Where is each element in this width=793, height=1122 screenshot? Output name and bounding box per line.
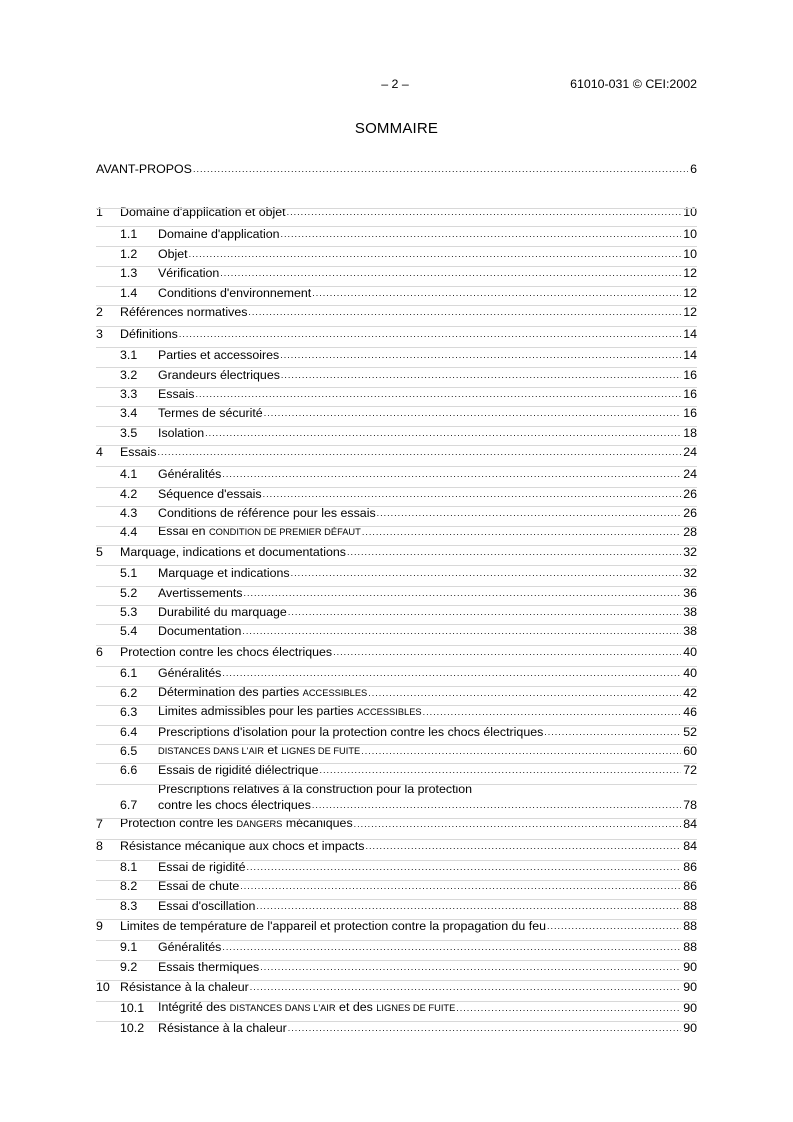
toc-entry-number: 8.2 xyxy=(120,879,138,893)
toc-entry[interactable] xyxy=(120,796,697,812)
toc-entry-page: 88 xyxy=(683,940,697,954)
toc-leader-dots xyxy=(333,645,681,657)
toc-entry-number: 4.3 xyxy=(120,506,138,520)
toc-entry-page: 38 xyxy=(683,605,697,619)
toc-entry-number: 9.1 xyxy=(120,940,138,954)
row-divider xyxy=(96,545,697,546)
row-divider xyxy=(96,725,697,726)
toc-leader-dots xyxy=(256,899,681,911)
toc-leader-dots xyxy=(319,763,681,775)
row-divider xyxy=(96,744,697,745)
toc-entry-title: Résistance à la chaleur xyxy=(158,1021,287,1035)
toc-leader-dots xyxy=(243,586,681,598)
toc-leader-dots xyxy=(423,705,682,717)
toc-entry-number: 1.1 xyxy=(120,227,138,241)
page-number: – 2 – xyxy=(381,77,409,91)
toc-leader-dots xyxy=(281,227,682,239)
toc-leader-dots xyxy=(193,162,688,174)
toc-leader-dots xyxy=(263,487,682,499)
toc-leader-dots xyxy=(288,605,681,617)
toc-entry-number: 2 xyxy=(96,305,103,319)
toc-entry-title: Isolation xyxy=(158,426,205,440)
toc-entry-page: 88 xyxy=(683,919,697,933)
toc-entry-page: 78 xyxy=(683,798,697,812)
toc-entry-number: 1 xyxy=(96,205,103,219)
row-divider xyxy=(96,466,697,467)
toc-entry-number: 1.2 xyxy=(120,247,138,261)
toc-entry-page: 32 xyxy=(683,566,697,580)
toc-entry-title: Essai de chute xyxy=(158,879,240,893)
row-divider xyxy=(96,860,697,861)
toc-entry[interactable] xyxy=(120,225,697,241)
row-divider xyxy=(96,367,697,368)
toc-entry-title: Détermination des parties ACCESSIBLES xyxy=(158,685,368,699)
row-divider xyxy=(96,1021,697,1022)
toc-entry-page: 88 xyxy=(683,899,697,913)
defined-term: ACCESSIBLES xyxy=(302,688,368,698)
toc-entry-title: Essais thermiques xyxy=(158,960,260,974)
toc-entry-title: Limites de température de l'appareil et protection contre la propagation du feu xyxy=(120,919,546,933)
toc-entry-page: 90 xyxy=(683,980,697,994)
row-divider xyxy=(96,784,697,785)
toc-entry-title: Conditions d'environnement xyxy=(158,286,312,300)
toc-entry-number: 6.2 xyxy=(120,686,138,700)
row-divider xyxy=(96,960,697,961)
toc-entry-number: 10.1 xyxy=(120,1001,145,1015)
toc-entry-number: 5.4 xyxy=(120,624,138,638)
row-divider xyxy=(96,406,697,407)
toc-entry-page: 90 xyxy=(683,1021,697,1035)
toc-entry-title: Essai d'oscillation xyxy=(158,899,256,913)
toc-leader-dots xyxy=(366,839,682,851)
toc-entry-number: 8 xyxy=(96,839,103,853)
toc-leader-dots xyxy=(264,406,682,418)
toc-entry-page: 16 xyxy=(683,368,697,382)
row-divider xyxy=(96,605,697,606)
toc-entry-page: 38 xyxy=(683,624,697,638)
toc-entry-title: Termes de sécurité xyxy=(158,406,263,420)
toc-entry-number: 10 xyxy=(96,980,110,994)
toc-entry-number: 6.4 xyxy=(120,725,138,739)
toc-entry-title: Domaine d'application et objet xyxy=(120,205,286,219)
toc-entry-page: 32 xyxy=(683,545,697,559)
toc-entry-page: 84 xyxy=(683,839,697,853)
toc-entry-title: Conditions de référence pour les essais xyxy=(158,506,376,520)
toc-leader-dots xyxy=(312,286,681,298)
toc-entry-page: 26 xyxy=(683,487,697,501)
toc-entry-title: contre les chocs électriques xyxy=(158,798,311,812)
toc-entry-title: Marquage et indications xyxy=(158,566,290,580)
toc-leader-dots xyxy=(544,725,681,737)
toc-entry-number: 8.3 xyxy=(120,899,138,913)
toc-entry-title: Intégrité des DISTANCES DANS L'AIR et des LIGNES DE FUITE xyxy=(158,1000,456,1014)
toc-entry-number: 6.5 xyxy=(120,744,138,758)
document-reference: 61010-031 © CEI:2002 xyxy=(570,77,697,91)
row-divider xyxy=(96,506,697,507)
row-divider xyxy=(96,246,697,247)
row-divider xyxy=(96,899,697,900)
row-divider xyxy=(96,347,697,348)
toc-entry-number: 6.6 xyxy=(120,763,138,777)
toc-entry-title: Séquence d'essais xyxy=(158,487,262,501)
toc-entry-title: Marquage, indications et documentations xyxy=(120,545,346,559)
toc-leader-dots xyxy=(242,624,681,636)
row-divider xyxy=(96,445,697,446)
toc-entry-page: 26 xyxy=(683,506,697,520)
toc-entry-title-line1: Prescriptions relatives à la construction pour la protection xyxy=(158,782,473,796)
toc-entry[interactable] xyxy=(96,160,697,176)
toc-entry-page: 24 xyxy=(683,445,697,459)
row-divider xyxy=(96,919,697,920)
toc-entry-number: 6.7 xyxy=(120,798,138,812)
row-divider xyxy=(96,645,697,646)
toc-entry-title: Limites admissibles pour les parties ACCESSIBLES xyxy=(158,704,422,718)
toc-entry[interactable] xyxy=(120,366,697,382)
toc-entry-page: 46 xyxy=(683,705,697,719)
row-divider xyxy=(96,763,697,764)
row-divider xyxy=(96,226,697,227)
toc-entry-number: 9.2 xyxy=(120,960,138,974)
row-divider xyxy=(96,586,697,587)
row-divider xyxy=(96,666,697,667)
toc-entry-title: Généralités xyxy=(158,467,222,481)
toc-entry-title: Prescriptions d'isolation pour la protection contre les chocs électriques xyxy=(158,725,544,739)
toc-entry-number: 1.3 xyxy=(120,266,138,280)
toc-leader-dots xyxy=(347,545,681,557)
row-divider xyxy=(96,705,697,706)
toc-entry-title: Généralités xyxy=(158,666,222,680)
toc-entry-number: 3.5 xyxy=(120,426,138,440)
toc-entry-title: DISTANCES DANS L'AIR et LIGNES DE FUITE xyxy=(158,743,361,757)
defined-term: DISTANCES DANS L'AIR xyxy=(158,746,264,756)
row-divider xyxy=(96,526,697,527)
toc-leader-dots xyxy=(189,247,682,259)
toc-leader-dots xyxy=(158,445,682,457)
toc-entry-page: 40 xyxy=(683,645,697,659)
toc-entry-number: 3.1 xyxy=(120,348,138,362)
toc-entry-number: 3.3 xyxy=(120,387,138,401)
toc-leader-dots xyxy=(312,798,681,810)
toc-entry[interactable] xyxy=(120,564,697,580)
toc-entry-number: 5.2 xyxy=(120,586,138,600)
toc-entry-title: Objet xyxy=(158,247,188,261)
toc-entry-title: Essais xyxy=(120,445,157,459)
toc-leader-dots xyxy=(196,387,682,399)
row-divider xyxy=(96,839,697,840)
toc-entry-title: Résistance mécanique aux chocs et impacts xyxy=(120,839,365,853)
toc-entry-title: Protection contre les chocs électriques xyxy=(120,645,333,659)
toc-leader-dots xyxy=(368,686,681,698)
toc-entry-number: 3.2 xyxy=(120,368,138,382)
toc-entry-title: Définitions xyxy=(120,327,178,341)
toc-entry-title: Essai en CONDITION DE PREMIER DÉFAUT xyxy=(158,524,361,538)
toc-leader-dots xyxy=(222,666,681,678)
toc-entry-page: 16 xyxy=(683,387,697,401)
toc-entry-page: 86 xyxy=(683,879,697,893)
toc-entry-page: 24 xyxy=(683,467,697,481)
toc-entry-number: 9 xyxy=(96,919,103,933)
toc-entry-page: 12 xyxy=(683,286,697,300)
row-divider xyxy=(96,880,697,881)
toc-entry-title: Documentation xyxy=(158,624,242,638)
toc-entry-number: 6.3 xyxy=(120,705,138,719)
toc-leader-dots xyxy=(220,266,681,278)
toc-entry-page: 10 xyxy=(683,227,697,241)
toc-entry-page: 90 xyxy=(683,960,697,974)
toc-entry-number: 7 xyxy=(96,817,103,831)
toc-entry-page: 36 xyxy=(683,586,697,600)
toc-entry-page: 72 xyxy=(683,763,697,777)
toc-entry-title: Grandeurs électriques xyxy=(158,368,280,382)
toc-entry-number: 4.4 xyxy=(120,525,138,539)
toc-entry-page: 14 xyxy=(683,348,697,362)
toc-entry-page: 40 xyxy=(683,666,697,680)
toc-entry-title: Essai de rigidité xyxy=(158,860,246,874)
toc-entry-title: Durabilité du marquage xyxy=(158,605,287,619)
toc-leader-dots xyxy=(222,467,681,479)
row-divider xyxy=(96,387,697,388)
toc-leader-dots xyxy=(179,327,681,339)
toc-entry-number: 10.2 xyxy=(120,1021,145,1035)
row-divider xyxy=(96,487,697,488)
toc-entry-page: 28 xyxy=(683,525,697,539)
toc-entry-page: 18 xyxy=(683,426,697,440)
row-divider xyxy=(96,565,697,566)
toc-entry-page: 16 xyxy=(683,406,697,420)
toc-entry-number: 6.1 xyxy=(120,666,138,680)
page-title-text: SOMMAIRE xyxy=(354,120,439,137)
toc-leader-dots xyxy=(291,566,682,578)
toc-leader-dots xyxy=(222,940,681,952)
toc-leader-dots xyxy=(377,506,682,518)
toc-entry-title: Essais de rigidité diélectrique xyxy=(158,763,319,777)
toc-entry-title: Domaine d'application xyxy=(158,227,280,241)
defined-term: CONDITION DE PREMIER DÉFAUT xyxy=(208,527,361,537)
toc-entry-number: 3 xyxy=(96,327,103,341)
row-divider xyxy=(96,286,697,287)
toc-entry-number: 5 xyxy=(96,545,103,559)
toc-entry-number: 5.3 xyxy=(120,605,138,619)
row-divider xyxy=(96,426,697,427)
row-divider xyxy=(96,818,697,819)
row-divider xyxy=(96,326,697,327)
row-divider xyxy=(96,1001,697,1002)
toc-entry-page: 10 xyxy=(683,247,697,261)
page-title xyxy=(0,120,793,137)
toc-entry-title: Généralités xyxy=(158,940,222,954)
toc-entry[interactable] xyxy=(96,203,697,219)
toc-entry-page: 10 xyxy=(683,205,697,219)
toc-entry-number: 5.1 xyxy=(120,566,138,580)
toc-leader-dots xyxy=(287,205,682,217)
toc-entry-page: 86 xyxy=(683,860,697,874)
row-divider xyxy=(96,305,697,306)
toc-entry-page: 6 xyxy=(690,162,697,176)
toc-entry-page: 52 xyxy=(683,725,697,739)
toc-entry-page: 60 xyxy=(683,744,697,758)
toc-entry-number: 6 xyxy=(96,645,103,659)
toc-entry-page: 84 xyxy=(683,817,697,831)
toc-leader-dots xyxy=(361,744,681,756)
toc-leader-dots xyxy=(246,860,681,872)
toc-entry-page: 42 xyxy=(683,686,697,700)
toc-entry-title: Références normatives xyxy=(120,305,248,319)
toc-leader-dots xyxy=(248,305,681,317)
toc-entry-page: 90 xyxy=(683,1001,697,1015)
toc-entry-title: Vérification xyxy=(158,266,220,280)
toc-entry-title: Essais xyxy=(158,387,195,401)
toc-entry-number: 1.4 xyxy=(120,286,138,300)
toc-entry-title: Protection contre les DANGERS mécaniques xyxy=(120,816,353,830)
toc-entry-title: Résistance à la chaleur xyxy=(120,980,249,994)
defined-term: ACCESSIBLES xyxy=(357,707,422,717)
toc-entry-number: 8.1 xyxy=(120,860,138,874)
toc-entry-page: 12 xyxy=(683,266,697,280)
toc-entry[interactable] xyxy=(120,346,697,362)
row-divider xyxy=(96,208,697,209)
toc-leader-dots xyxy=(281,368,681,380)
toc-leader-dots xyxy=(205,426,681,438)
toc-leader-dots xyxy=(547,919,681,931)
row-divider xyxy=(96,980,697,981)
defined-term: LIGNES DE FUITE xyxy=(376,1003,456,1013)
toc-entry[interactable] xyxy=(120,245,697,261)
row-divider xyxy=(96,686,697,687)
toc-entry[interactable] xyxy=(120,465,697,481)
toc-entry[interactable] xyxy=(96,325,697,341)
toc-entry-page: 14 xyxy=(683,327,697,341)
row-divider xyxy=(96,624,697,625)
toc-leader-dots xyxy=(280,348,681,360)
toc-entry-number: 4 xyxy=(96,445,103,459)
toc-leader-dots xyxy=(250,980,681,992)
defined-term: DISTANCES DANS L'AIR xyxy=(229,1003,336,1013)
toc-leader-dots xyxy=(260,960,681,972)
row-divider xyxy=(96,266,697,267)
toc-entry-title: AVANT-PROPOS xyxy=(96,162,192,176)
toc-entry-number: 4.1 xyxy=(120,467,138,481)
toc-leader-dots xyxy=(288,1021,681,1033)
toc-entry-number: 3.4 xyxy=(120,406,138,420)
toc-entry-number: 4.2 xyxy=(120,487,138,501)
toc-entry-title: Parties et accessoires xyxy=(158,348,280,362)
row-divider xyxy=(96,940,697,941)
toc-entry-title: Avertissements xyxy=(158,586,243,600)
toc-entry-page: 12 xyxy=(683,305,697,319)
defined-term: DANGERS xyxy=(236,819,283,829)
toc-leader-dots xyxy=(456,1001,681,1013)
defined-term: LIGNES DE FUITE xyxy=(281,746,361,756)
